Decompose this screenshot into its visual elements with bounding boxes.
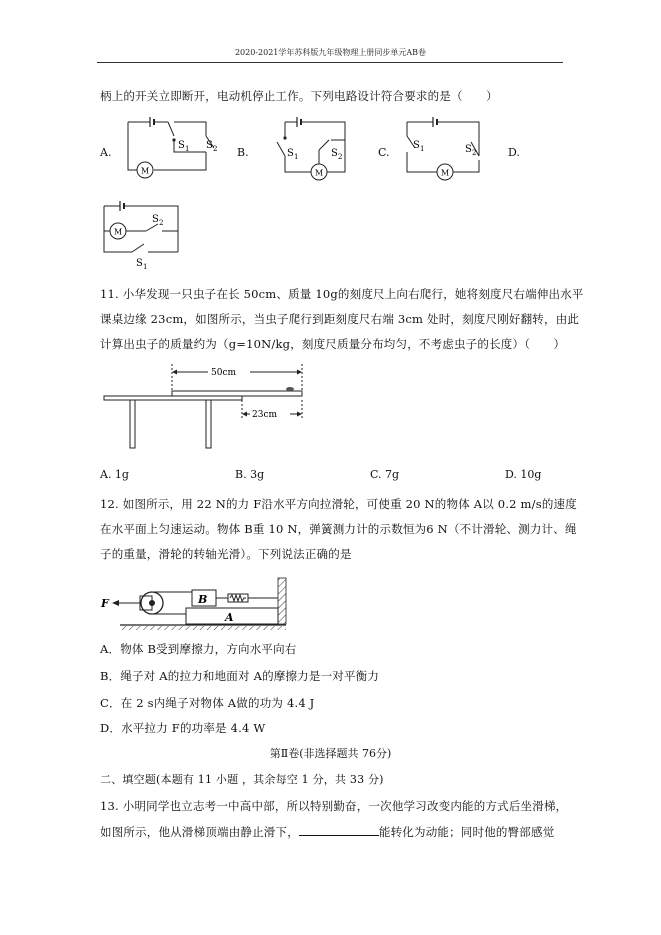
circuit-b-s1-label: S <box>287 148 294 159</box>
section-fill-blank-heading: 二、填空题(本题有 11 小题 ，其余每空 1 分，共 33 分) <box>100 773 384 786</box>
bug-icon <box>286 387 294 391</box>
q11-label-23cm: 23cm <box>252 410 278 420</box>
circuit-d-s1-label: S <box>136 258 143 269</box>
q11-line-2: 课桌边缘 23cm，如图所示，当虫子爬行到距刻度尺右端 3cm 处时，刻度尺刚好翻转，由此 <box>100 312 580 326</box>
q10-option-d-label: D. <box>508 146 520 159</box>
q12-label-F: F <box>101 597 109 610</box>
svg-text:1: 1 <box>420 145 425 153</box>
circuit-d-diagram <box>96 196 196 272</box>
circuit-d-motor-label: M <box>114 227 123 237</box>
q12-label-B: B <box>198 593 208 606</box>
q10-option-c-label: C. <box>378 146 390 159</box>
svg-text:1: 1 <box>185 145 190 153</box>
q10-option-a-label: A. <box>100 146 112 159</box>
circuit-a-s1-label: S <box>178 140 185 151</box>
q13-line-2-before: 如图所示，他从滑梯顶端由静止滑下， <box>100 825 299 839</box>
svg-text:2: 2 <box>159 219 164 227</box>
header-rule <box>97 62 563 63</box>
circuit-b-s2-label: S <box>331 148 338 159</box>
svg-text:1: 1 <box>294 153 299 161</box>
q12-line-1: 12. 如图所示，用 22 N的力 F沿水平方向拉滑轮，可使重 20 N的物体 A以 0.2 m/s的速度 <box>100 497 577 511</box>
circuit-a-motor-label: M <box>141 166 150 176</box>
q11-line-3: 计算出虫子的质量约为（g=10N/kg，刻度尺质量分布均匀，不考虑虫子的长度）（ ） <box>100 337 566 351</box>
circuit-c-motor-label: M <box>441 168 450 178</box>
q11-option-a: A. 1g <box>100 468 129 481</box>
svg-text:2: 2 <box>472 149 477 157</box>
q12-option-d: D．水平拉力 F的功率是 4.4 W <box>100 721 266 735</box>
circuit-a-s2-label: S <box>206 140 213 151</box>
q11-ruler-figure <box>100 358 310 454</box>
q12-line-3: 子的重量，滑轮的转轴光滑）。下列说法正确的是 <box>100 547 352 561</box>
q13-line-1: 13. 小明同学也立志考一中高中部，所以特别勤奋，一次他学习改变内能的方式后坐滑梯， <box>100 799 568 813</box>
q12-line-2: 在水平面上匀速运动。物体 B重 10 N，弹簧测力计的示数恒为6 N（不计滑轮、测力计、绳 <box>100 522 577 536</box>
svg-text:2: 2 <box>213 145 218 153</box>
svg-text:1: 1 <box>143 263 148 271</box>
circuit-c-diagram <box>395 112 495 184</box>
q12-pulley-figure <box>100 574 290 630</box>
q13-line-2 <box>100 824 554 840</box>
circuit-d-s2-label: S <box>152 214 159 225</box>
q12-option-c: C．在 2 s内绳子对物体 A做的功为 4.4 J <box>100 696 315 710</box>
q12-option-b: B．绳子对 A的拉力和地面对 A的摩擦力是一对平衡力 <box>100 669 380 683</box>
page-header: 2020-2021学年苏科版九年级物理上册同步单元AB卷 <box>234 48 427 57</box>
q12-option-a: A．物体 B受到摩擦力，方向水平向右 <box>100 642 297 656</box>
svg-text:2: 2 <box>338 153 343 161</box>
q11-line-1: 11. 小华发现一只虫子在长 50cm、质量 10g的刻度尺上向右爬行，她将刻度尺右端伸出水平 <box>100 287 584 301</box>
part2-title: 第Ⅱ卷(非选择题共 76分) <box>269 747 392 760</box>
circuit-c-s1-label: S <box>413 140 420 151</box>
circuit-c-s2-label: S <box>465 144 472 155</box>
q11-option-c: C. 7g <box>370 468 400 481</box>
q12-label-A: A <box>225 611 234 624</box>
q11-option-b: B. 3g <box>235 468 265 481</box>
q11-option-d: D. 10g <box>505 468 542 481</box>
circuit-b-motor-label: M <box>315 168 324 178</box>
circuit-a-diagram <box>118 112 222 184</box>
q13-line-2-after: 能转化为动能；同时他的臀部感觉 <box>378 825 555 839</box>
q13-answer-blank <box>299 826 379 836</box>
q10-stem: 柄上的开关立即断开，电动机停止工作。下列电路设计符合要求的是（ ） <box>100 89 498 103</box>
q10-option-b-label: B. <box>237 146 249 159</box>
q11-label-50cm: 50cm <box>211 368 237 378</box>
circuit-b-diagram <box>255 112 365 184</box>
